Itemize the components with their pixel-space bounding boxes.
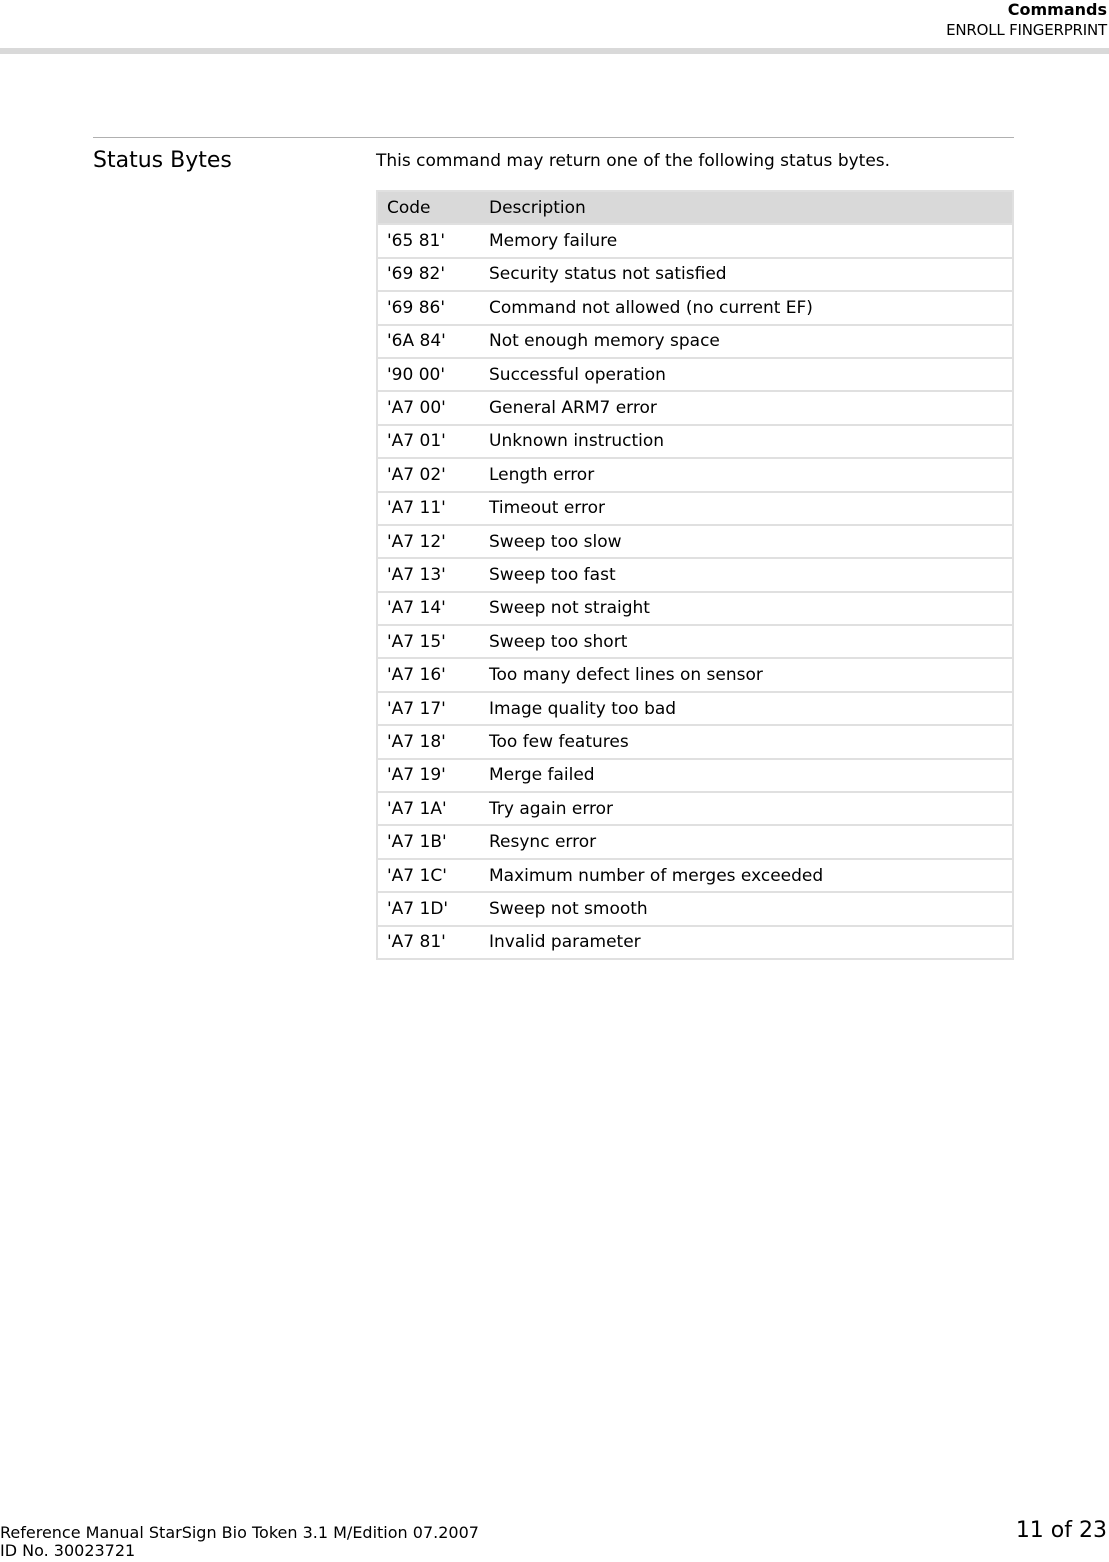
table-body xyxy=(377,224,1013,959)
status-code-cell: '65 81' xyxy=(377,224,483,257)
status-code-cell: 'A7 1D' xyxy=(377,892,483,925)
status-description-cell: Successful operation xyxy=(483,358,1013,391)
status-code-cell: 'A7 19' xyxy=(377,759,483,792)
status-code-cell: 'A7 16' xyxy=(377,658,483,691)
status-description-cell: Unknown instruction xyxy=(483,425,1013,458)
status-description-cell: Too few features xyxy=(483,725,1013,758)
status-description-cell: Invalid parameter xyxy=(483,926,1013,959)
table-row xyxy=(377,825,1013,858)
table-row xyxy=(377,625,1013,658)
table-row xyxy=(377,458,1013,491)
page-number: 11 of 23 xyxy=(1015,1518,1107,1543)
table-row xyxy=(377,291,1013,324)
status-code-cell: 'A7 18' xyxy=(377,725,483,758)
section-divider xyxy=(93,137,1014,138)
header-section: ENROLL FINGERPRINT xyxy=(946,21,1107,39)
status-code-cell: 'A7 01' xyxy=(377,425,483,458)
footer-id-number: ID No. 30023721 xyxy=(0,1541,136,1560)
status-description-cell: Security status not satisfied xyxy=(483,258,1013,291)
status-code-cell: 'A7 1A' xyxy=(377,792,483,825)
table-row xyxy=(377,859,1013,892)
table-row xyxy=(377,391,1013,424)
status-description-cell: Maximum number of merges exceeded xyxy=(483,859,1013,892)
status-code-cell: 'A7 81' xyxy=(377,926,483,959)
table-row xyxy=(377,425,1013,458)
table-row xyxy=(377,592,1013,625)
status-description-cell: Command not allowed (no current EF) xyxy=(483,291,1013,324)
status-description-cell: Too many defect lines on sensor xyxy=(483,658,1013,691)
section-title: Status Bytes xyxy=(93,148,232,173)
table-row xyxy=(377,658,1013,691)
status-description-cell: General ARM7 error xyxy=(483,391,1013,424)
status-description-cell: Sweep not straight xyxy=(483,592,1013,625)
status-description-cell: Resync error xyxy=(483,825,1013,858)
table-row xyxy=(377,759,1013,792)
status-code-cell: 'A7 00' xyxy=(377,391,483,424)
status-bytes-table xyxy=(376,190,1014,960)
column-header-code: Code xyxy=(377,191,483,224)
table-row xyxy=(377,792,1013,825)
status-description-cell: Not enough memory space xyxy=(483,325,1013,358)
status-description-cell: Sweep too slow xyxy=(483,525,1013,558)
status-code-cell: 'A7 13' xyxy=(377,558,483,591)
status-description-cell: Sweep too short xyxy=(483,625,1013,658)
status-code-cell: 'A7 14' xyxy=(377,592,483,625)
status-code-cell: 'A7 11' xyxy=(377,492,483,525)
status-code-cell: 'A7 15' xyxy=(377,625,483,658)
status-description-cell: Image quality too bad xyxy=(483,692,1013,725)
status-code-cell: 'A7 1C' xyxy=(377,859,483,892)
table-row xyxy=(377,224,1013,257)
table-row xyxy=(377,492,1013,525)
status-code-cell: '69 86' xyxy=(377,291,483,324)
table-row xyxy=(377,258,1013,291)
status-code-cell: 'A7 17' xyxy=(377,692,483,725)
status-description-cell: Merge failed xyxy=(483,759,1013,792)
status-description-cell: Sweep too fast xyxy=(483,558,1013,591)
page-header xyxy=(946,0,1107,40)
section-intro: This command may return one of the following status bytes. xyxy=(376,151,891,171)
column-header-description: Description xyxy=(483,191,1013,224)
status-description-cell: Memory failure xyxy=(483,224,1013,257)
page-footer xyxy=(0,1524,479,1560)
status-code-cell: '69 82' xyxy=(377,258,483,291)
table-row xyxy=(377,558,1013,591)
status-description-cell: Timeout error xyxy=(483,492,1013,525)
footer-manual-title: Reference Manual StarSign Bio Token 3.1 M/Edition 07.2007 xyxy=(0,1523,479,1542)
table-row xyxy=(377,926,1013,959)
status-code-cell: 'A7 02' xyxy=(377,458,483,491)
status-description-cell: Length error xyxy=(483,458,1013,491)
status-description-cell: Try again error xyxy=(483,792,1013,825)
status-code-cell: '6A 84' xyxy=(377,325,483,358)
table-row xyxy=(377,325,1013,358)
table-row xyxy=(377,525,1013,558)
status-code-cell: 'A7 1B' xyxy=(377,825,483,858)
table-row xyxy=(377,358,1013,391)
header-rule xyxy=(0,48,1109,54)
table-row xyxy=(377,692,1013,725)
table-header-row xyxy=(377,191,1013,224)
table-row xyxy=(377,892,1013,925)
status-code-cell: '90 00' xyxy=(377,358,483,391)
status-description-cell: Sweep not smooth xyxy=(483,892,1013,925)
status-code-cell: 'A7 12' xyxy=(377,525,483,558)
header-chapter: Commands xyxy=(1007,0,1107,19)
table-row xyxy=(377,725,1013,758)
